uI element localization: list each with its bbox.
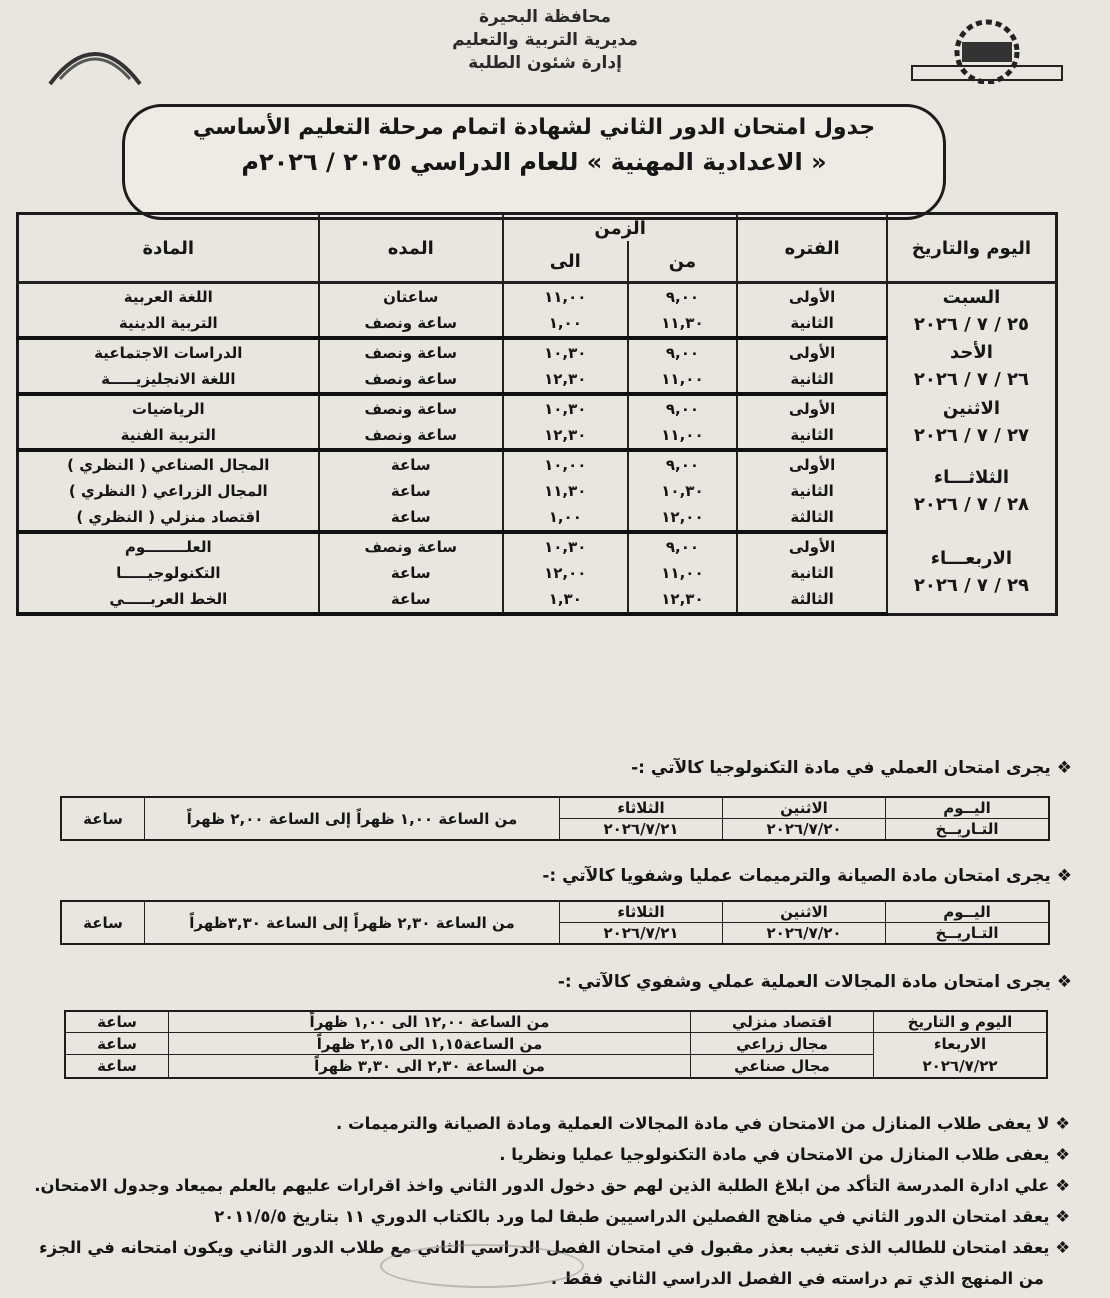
duration-cell: ساعة: [319, 586, 503, 614]
tech-exam-note-text: يجرى امتحان العملي في مادة التكنولوجيا كالآتي :-: [631, 758, 1051, 778]
day-name: السبت: [942, 287, 1001, 308]
day-name: الاربعاء: [933, 1035, 987, 1053]
day-cell: [887, 394, 1057, 450]
period-cell: الأولى: [737, 394, 887, 422]
period-cell: الثانية: [737, 478, 887, 504]
practical-fields-note-text: يجرى امتحان مادة المجالات العملية عملي وشفوي كالآتي :-: [557, 972, 1051, 992]
time-range: من الساعة ٢,٣٠ ظهراً إلى الساعة ٣,٣٠ظهراً: [145, 901, 560, 944]
duration-cell: ساعة: [319, 560, 503, 586]
diamond-bullet-icon: ❖: [1049, 1114, 1070, 1133]
rule-item-continuation: من المنهج الذي تم دراسته في الفصل الدراسي الثاني فقط .: [550, 1269, 1044, 1288]
day-name: الاثنين: [942, 398, 1001, 419]
table-row: [18, 532, 1057, 560]
day-cell: [887, 532, 1057, 614]
header-time: الزمن: [503, 214, 737, 242]
to-cell: ١٠,٠٠: [503, 450, 628, 478]
period-cell: الثانية: [737, 422, 887, 450]
exam-schedule-table: [16, 212, 1058, 616]
from-cell: ٩,٠٠: [628, 532, 738, 560]
day-date: ٢٧ / ٧ / ٢٠٢٦: [913, 425, 1030, 446]
diamond-bullet-icon: ❖: [1056, 866, 1072, 886]
diamond-bullet-icon: ❖: [1049, 1238, 1070, 1257]
duration-cell: ساعة ونصف: [319, 338, 503, 366]
duration-value: ساعة: [65, 1055, 169, 1078]
header-from: من: [628, 241, 738, 283]
subject-cell: التربية الدينية: [18, 310, 319, 338]
duration-cell: ساعة ونصف: [319, 366, 503, 394]
from-cell: ٩,٠٠: [628, 283, 738, 311]
period-cell: الثالثة: [737, 586, 887, 614]
duration-cell: ساعة ونصف: [319, 422, 503, 450]
period-cell: الأولى: [737, 338, 887, 366]
subject-cell: اللغة العربية: [18, 283, 319, 311]
time-range: من الساعة ٢,٣٠ الى ٣,٣٠ ظهراً: [169, 1055, 691, 1078]
day-date-header: اليوم و التاريخ: [874, 1011, 1048, 1033]
from-cell: ١٢,٣٠: [628, 586, 738, 614]
day-name: الثلاثـــاء: [933, 467, 1009, 488]
diamond-bullet-icon: ❖: [1056, 972, 1072, 992]
rule-text: علي ادارة المدرسة التأكد من ابلاغ الطلبة الذين لهم حق دخول الدور الثاني واخذ اقرارات عليهم بالعلم بميعاد وجدول الامتحان.: [34, 1176, 1050, 1195]
duration-cell: ساعتان: [319, 283, 503, 311]
from-cell: ١٠,٣٠: [628, 478, 738, 504]
to-cell: ١,٣٠: [503, 586, 628, 614]
to-cell: ١٢,٣٠: [503, 422, 628, 450]
maint-exam-note: [542, 866, 1072, 886]
subject-cell: المجال الصناعي ( النظري ): [18, 450, 319, 478]
day-cell: [887, 283, 1057, 339]
duration-value: ساعة: [65, 1033, 169, 1055]
diamond-bullet-icon: ❖: [1056, 758, 1072, 778]
header-line-directorate: مديرية التربية والتعليم: [452, 30, 638, 50]
day-date-cell: [874, 1033, 1048, 1079]
day-name: الاربعـــاء: [930, 548, 1013, 570]
rule-item: [20, 1201, 1070, 1232]
title-line-2: « الاعدادية المهنية » للعام الدراسي ٢٠٢٥ / ٢٠٢٦م: [241, 148, 827, 176]
time-range: من الساعة١,١٥ الى ٢,١٥ ظهراً: [169, 1033, 691, 1055]
subject-cell: اقتصاد منزلي ( النظري ): [18, 504, 319, 532]
ministry-logo-icon: [892, 14, 1082, 84]
subject-cell: العلــــــــوم: [18, 532, 319, 560]
tech-exam-note: [631, 758, 1072, 778]
subject-cell: التكنولوجيـــــا: [18, 560, 319, 586]
day-date: ٢٦ / ٧ / ٢٠٢٦: [913, 369, 1030, 390]
rule-item: [20, 1139, 1070, 1170]
period-cell: الأولى: [737, 450, 887, 478]
from-cell: ٩,٠٠: [628, 450, 738, 478]
duration-cell: ساعة ونصف: [319, 394, 503, 422]
subject-cell: التربية الفنية: [18, 422, 319, 450]
day-name: الأحد: [949, 342, 993, 363]
period-cell: الأولى: [737, 283, 887, 311]
day-date: ٢٥ / ٧ / ٢٠٢٦: [913, 314, 1030, 335]
field-name: مجال زراعي: [691, 1033, 874, 1055]
header-duration: المده: [319, 214, 503, 283]
period-cell: الثانية: [737, 366, 887, 394]
from-cell: ٩,٠٠: [628, 394, 738, 422]
to-cell: ١٠,٣٠: [503, 338, 628, 366]
duration-value: ساعة: [61, 901, 145, 944]
period-cell: الثانية: [737, 560, 887, 586]
rule-text: يعقد امتحان الدور الثاني في مناهج الفصلين الدراسيين طبقا لما ورد بالكتاب الدوري ١١ بتاريخ ٢٠١١/٥/٥: [214, 1207, 1050, 1226]
diamond-bullet-icon: ❖: [1049, 1176, 1070, 1195]
rule-text: لا يعفى طلاب المنازل من الامتحان في مادة المجالات العملية ومادة الصيانة والترميمات .: [336, 1114, 1050, 1133]
header-subject: المادة: [18, 214, 319, 283]
period-cell: الثانية: [737, 310, 887, 338]
field-name: اقتصاد منزلي: [691, 1011, 874, 1033]
maint-exam-note-text: يجرى امتحان مادة الصيانة والترميمات عمليا وشفويا كالآتي :-: [542, 866, 1051, 886]
practical-fields-table: [64, 1010, 1048, 1079]
table-row: [18, 450, 1057, 478]
period-cell: الأولى: [737, 532, 887, 560]
from-cell: ١١,٠٠: [628, 422, 738, 450]
title-line-1: جدول امتحان الدور الثاني لشهادة اتمام مرحلة التعليم الأساسي: [192, 115, 876, 140]
to-cell: ١,٠٠: [503, 310, 628, 338]
from-cell: ٩,٠٠: [628, 338, 738, 366]
day-cell: [887, 338, 1057, 394]
day-label: اليــوم: [886, 901, 1050, 923]
subject-cell: المجال الزراعي ( النظري ): [18, 478, 319, 504]
header-line-affairs: إدارة شئون الطلبة: [468, 53, 622, 73]
day-date: ٢٩ / ٧ / ٢٠٢٦: [913, 575, 1030, 597]
duration-cell: ساعة ونصف: [319, 310, 503, 338]
to-cell: ١٠,٣٠: [503, 394, 628, 422]
diamond-bullet-icon: ❖: [1049, 1145, 1070, 1164]
date-value: ٢٠٢٦/٧/٢١: [560, 819, 723, 841]
date-value: ٢٠٢٦/٧/٢٠: [723, 923, 886, 945]
day-value: الاثنين: [723, 797, 886, 819]
subject-cell: الدراسات الاجتماعية: [18, 338, 319, 366]
header-period: الفتره: [737, 214, 887, 283]
to-cell: ١٢,٠٠: [503, 560, 628, 586]
title-box: [122, 104, 946, 220]
student-affairs-logo-icon: [40, 24, 150, 94]
tech-exam-table: [60, 796, 1050, 841]
from-cell: ١١,٠٠: [628, 366, 738, 394]
subject-cell: الخط العربـــــي: [18, 586, 319, 614]
day-value: الثلاثاء: [560, 901, 723, 923]
day-date: ٢٨ / ٧ / ٢٠٢٦: [913, 494, 1030, 515]
time-range: من الساعة ١٢,٠٠ الى ١,٠٠ ظهراً: [169, 1011, 691, 1033]
table-row: [18, 394, 1057, 422]
from-cell: ١١,٣٠: [628, 310, 738, 338]
duration-value: ساعة: [65, 1011, 169, 1033]
duration-cell: ساعة: [319, 450, 503, 478]
from-cell: ١٢,٠٠: [628, 504, 738, 532]
day-date: ٢٠٢٦/٧/٢٢: [922, 1057, 998, 1075]
header-day-date: اليوم والتاريخ: [887, 214, 1057, 283]
date-value: ٢٠٢٦/٧/٢٠: [723, 819, 886, 841]
rule-text: يعقد امتحان للطالب الذى تغيب بعذر مقبول في امتحان الفصل الدراسي الثاني مع طلاب الدور الثاني ويكون امتحانه في الجزء: [39, 1238, 1050, 1257]
header-line-governorate: محافظة البحيرة: [478, 7, 612, 27]
maint-exam-table: [60, 900, 1050, 945]
table-row: [18, 338, 1057, 366]
day-value: الثلاثاء: [560, 797, 723, 819]
field-name: مجال صناعي: [691, 1055, 874, 1078]
rule-item: [20, 1170, 1070, 1201]
diamond-bullet-icon: ❖: [1049, 1207, 1070, 1226]
header-block: [380, 6, 710, 75]
date-value: ٢٠٢٦/٧/٢١: [560, 923, 723, 945]
official-stamp-icon: [380, 1244, 584, 1288]
duration-cell: ساعة: [319, 478, 503, 504]
day-label: اليــوم: [886, 797, 1050, 819]
rule-text: يعفى طلاب المنازل من الامتحان في مادة التكنولوجيا عمليا ونظريا .: [499, 1145, 1050, 1164]
duration-value: ساعة: [61, 797, 145, 840]
table-row: [18, 283, 1057, 311]
date-label: التـاريــخ: [886, 819, 1050, 841]
rule-item: [20, 1108, 1070, 1139]
day-cell: [887, 450, 1057, 532]
subject-cell: الرياضيات: [18, 394, 319, 422]
period-cell: الثالثة: [737, 504, 887, 532]
time-range: من الساعة ١,٠٠ ظهراً إلى الساعة ٢,٠٠ ظهراً: [145, 797, 560, 840]
header-to: الى: [503, 241, 628, 283]
duration-cell: ساعة: [319, 504, 503, 532]
to-cell: ١٢,٣٠: [503, 366, 628, 394]
to-cell: ١١,٣٠: [503, 478, 628, 504]
to-cell: ١١,٠٠: [503, 283, 628, 311]
to-cell: ١٠,٣٠: [503, 532, 628, 560]
from-cell: ١١,٠٠: [628, 560, 738, 586]
duration-cell: ساعة ونصف: [319, 532, 503, 560]
day-value: الاثنين: [723, 901, 886, 923]
subject-cell: اللغة الانجليزيـــــة: [18, 366, 319, 394]
to-cell: ١,٠٠: [503, 504, 628, 532]
practical-fields-note: [558, 972, 1072, 992]
date-label: التـاريــخ: [886, 923, 1050, 945]
